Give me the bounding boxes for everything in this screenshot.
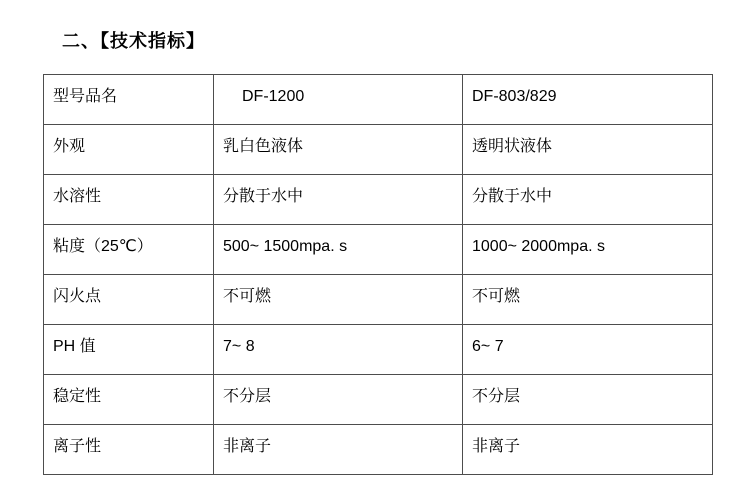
value-cell: 不分层	[214, 375, 463, 425]
value-cell: 1000~ 2000mpa. s	[463, 225, 713, 275]
table-row-water-solubility	[44, 175, 713, 225]
value-cell: 分散于水中	[214, 175, 463, 225]
value-cell: 乳白色液体	[214, 125, 463, 175]
value-cell: 500~ 1500mpa. s	[214, 225, 463, 275]
value-cell: DF-1200	[214, 75, 463, 125]
value-cell: DF-803/829	[463, 75, 713, 125]
row-header-cell: 型号品名	[44, 75, 214, 125]
row-header-cell: 水溶性	[44, 175, 214, 225]
value-cell: 非离子	[214, 425, 463, 475]
value-cell: 非离子	[463, 425, 713, 475]
row-header-cell: 粘度（25℃）	[44, 225, 214, 275]
table-row-ph-value	[44, 325, 713, 375]
table-row-stability	[44, 375, 713, 425]
table-row-flash-point	[44, 275, 713, 325]
value-cell: 不可燃	[214, 275, 463, 325]
row-header-cell: PH 值	[44, 325, 214, 375]
row-header-cell: 闪火点	[44, 275, 214, 325]
section-title: 二、【技术指标】	[62, 31, 205, 51]
row-header-cell: 离子性	[44, 425, 214, 475]
value-cell: 透明状液体	[463, 125, 713, 175]
value-cell: 分散于水中	[463, 175, 713, 225]
table-row-ionicity	[44, 425, 713, 475]
spec-table	[43, 74, 713, 475]
table-row-viscosity	[44, 225, 713, 275]
value-cell: 不可燃	[463, 275, 713, 325]
value-cell: 不分层	[463, 375, 713, 425]
row-header-cell: 外观	[44, 125, 214, 175]
value-cell: 7~ 8	[214, 325, 463, 375]
row-header-cell: 稳定性	[44, 375, 214, 425]
value-cell: 6~ 7	[463, 325, 713, 375]
table-row-model	[44, 75, 713, 125]
table-row-appearance	[44, 125, 713, 175]
